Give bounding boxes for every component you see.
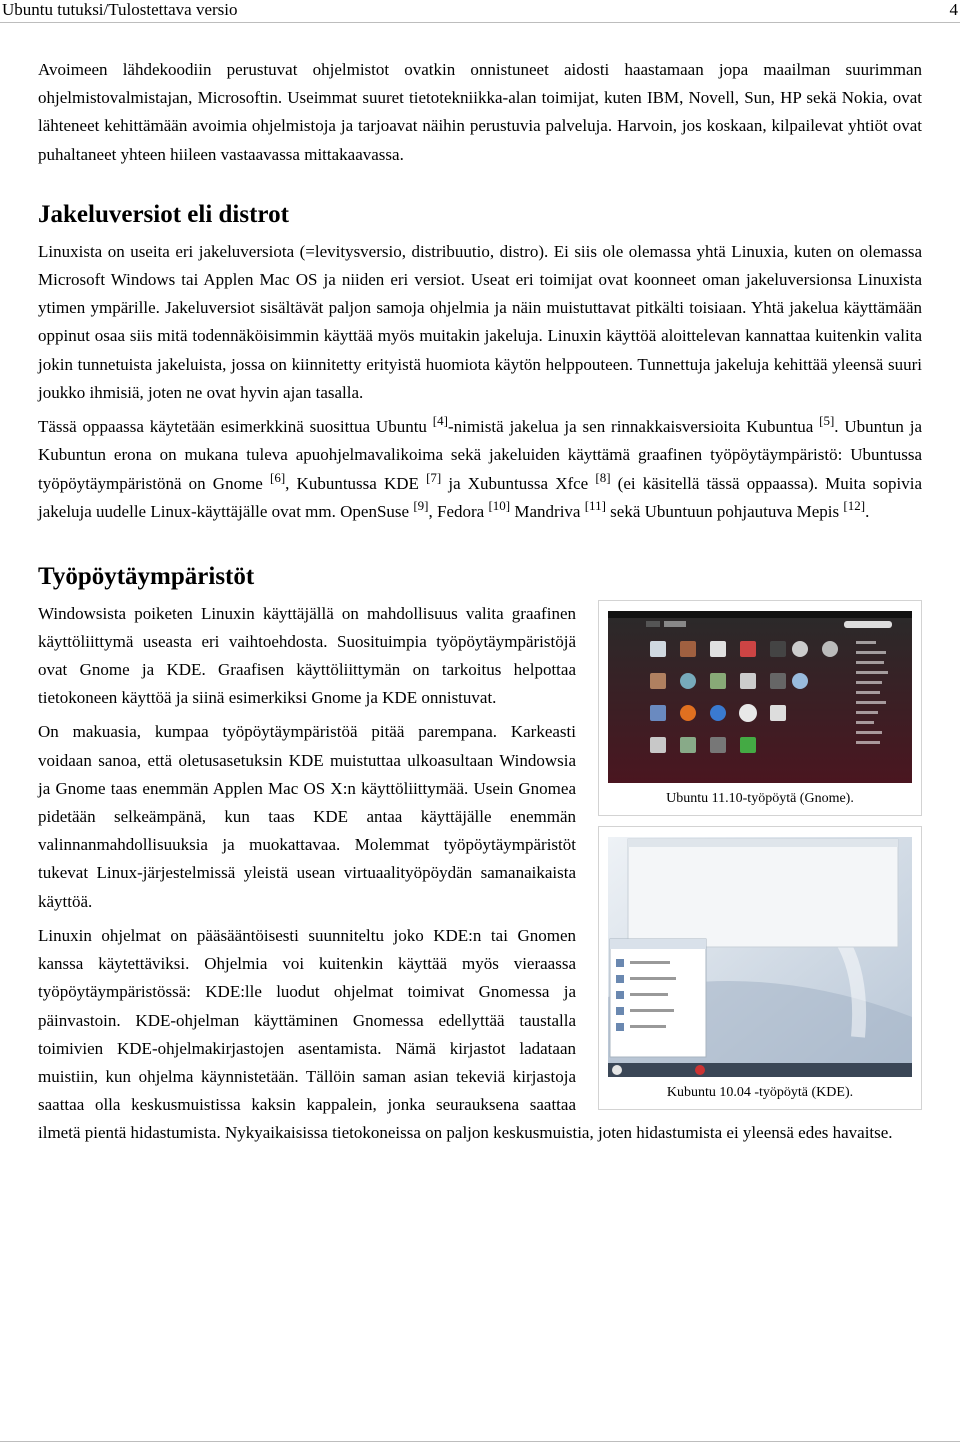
- desktop-paragraph-3: Linuxin ohjelmat on pääsääntöisesti suunniteltu joko KDE:n tai Gnomen kanssa käytettäviksi. Ohjelmia voi kuitenkin käyttää myös vieraassa työpöytäympäristössä: KDE:lle luodut ohjelmat toimivat Gnomessa ja päinvastoin. KDE-ohjelman käyttäminen Gnomessa edellyttää taustalla toimivien KDE-ohjelmakirjastojen asentamista. Nämä kirjastot ladataan muistiin, kun ohjelma käynnistetään. Tällöin saman asian tekeviä kirjastoja saattaa olla keskusmuistissa kaksin kappalein, jonka seurauksena saattaa ilmetä pientä hidastumista. Nykyaikaisissa tietokoneissa on paljon keskusmuistia, joten hidastumista ei yleensä edes havaitse.: [38, 925, 893, 1143]
- text-run: (ei käsitellä tässä oppaassa). Muita sopivia jakeluja uudelle Linux-käyttäjälle ovat mm. OpenSuse: [38, 473, 922, 522]
- page-footer-rule: [0, 1441, 960, 1442]
- text-run: -nimistä jakelua ja sen rinnakkaisversioita Kubuntua: [447, 417, 820, 437]
- ref-link-8[interactable]: [8]: [595, 469, 611, 485]
- gnome-screenshot-thumbnail[interactable]: [608, 611, 912, 783]
- text-run: Mandriva: [510, 502, 585, 522]
- section-heading-distros: Jakeluversiot eli distrot: [38, 200, 289, 228]
- ref-link-12[interactable]: [12]: [843, 498, 866, 514]
- ref-link-9[interactable]: [9]: [413, 498, 429, 514]
- text-run: , Kubuntussa KDE: [285, 473, 427, 493]
- distro-paragraph-2: [38, 413, 922, 527]
- figure-gnome: [598, 600, 922, 816]
- article-content: [38, 56, 922, 1148]
- ref-link-4[interactable]: [4]: [432, 413, 448, 429]
- desktop-section: [38, 600, 922, 1148]
- figure-kde: [598, 826, 922, 1110]
- page-header: [0, 0, 960, 23]
- intro-paragraph: Avoimeen lähdekoodiin perustuvat ohjelmistot ovatkin onnistuneet aidosti haastamaan jopa maailman suurimman ohjelmistovalmistajan, Microsoftin. Useimmat suuret tietotekniikka-alan toimijat, kuten IBM, Novell, Sun, HP sekä Nokia, ovat lähteneet kehittämään avoimia ohjelmistoja ja tarjoavat näihin perustuvia palveluja. Harvoin, jos koskaan, kilpailevat yhtiöt ovat puhaltaneet yhteen hiileen vastaavassa mittakaavassa.: [38, 60, 922, 164]
- text-run: .: [865, 502, 870, 522]
- ref-link-11[interactable]: [11]: [584, 498, 606, 514]
- ref-link-10[interactable]: [10]: [488, 498, 511, 514]
- text-run: Tässä oppaassa käytetään esimerkkinä suosittua Ubuntu: [38, 417, 433, 437]
- kde-screenshot-thumbnail[interactable]: [608, 837, 912, 1077]
- text-run: , Fedora: [428, 502, 489, 522]
- text-run: . Ubuntun ja Kubuntun erona on mukana tuleva apuohjelmavalikoima sekä jakeluiden käyttämä graafinen työpöytäympäristö: Ubuntussa työpöytäympäristönä on Gnome: [38, 417, 922, 493]
- gnome-desktop-image: [608, 611, 912, 783]
- figure-column: [598, 600, 922, 1110]
- page-number: 4: [949, 0, 958, 19]
- figure-caption-kde: Kubuntu 10.04 -työpöytä (KDE).: [666, 1084, 854, 1100]
- distro-paragraph-1: Linuxista on useita eri jakeluversiota (=levitysversio, distribuutio, distro). Ei siis ole olemassa yhtä Linuxia, kuten on olemassa Microsoft Windows tai Applen Mac OS ja niiden eri versiot. Useat eri toimijat ovat koonneet oman jakeluversionsa Linuxista ytimen ympärille. Jakeluversiot sisältävät paljon samoja ohjelmia ja näin muistuttavat pitkälti toisiaan. Yhtä jakelua käyttämään oppinut osaa siis mitä todennäköisimmin käyttää myös muitakin jakeluja. Linuxin käyttöä aloittelevan kannattaa kuitenkin valita jokin tunnetuista jakeluista, jossa on kiinnitetty erityistä huomiota käytön helppouteen. Tunnettuja jakeluja kehittää yleensä suuri joukko ihmisiä, joten ne ovat hyvin ajan tasalla.: [38, 241, 922, 402]
- section-heading-desktops: Työpöytäympäristöt: [38, 562, 255, 590]
- desktop-paragraph-1: Windowsista poiketen Linuxin käyttäjällä on mahdollisuus valita graafinen käyttöliittymä useasta eri vaihtoehdosta. Suosituimpia työpöytäympäristöjä ovat Gnome ja KDE. Graafisen käyttöliittymän on tarkoitus helpottaa tietokoneen käyttöä ja siinä esimerkiksi Gnome ja KDE onnistuvat.: [38, 603, 576, 708]
- kde-desktop-image: [608, 837, 912, 1077]
- desktop-paragraph-2: On makuasia, kumpaa työpöytäympäristöä pitää parempana. Karkeasti voidaan sanoa, että oletusasetuksin KDE muistuttaa ulkoasultaan Windowsia ja Gnome taas enemmän Applen Mac OS X:n käyttöliittymää. Usein Gnomea pidetään selkeämpänä, kun taas KDE antaa käyttäjälle enemmän valinnanmahdollisuuksia ja muokattavaa. Molemmat työpöytäympäristöt tukevat Linux-järjestelmissä yleistä usean virtuaalityöpöydän samanaikaista käyttöä.: [38, 722, 576, 911]
- ref-link-7[interactable]: [7]: [426, 469, 442, 485]
- ref-link-6[interactable]: [6]: [270, 469, 286, 485]
- text-run: sekä Ubuntuun pohjautuva Mepis: [605, 502, 844, 522]
- text-run: ja Xubuntussa Xfce: [441, 473, 596, 493]
- figure-caption-gnome: Ubuntu 11.10-työpöytä (Gnome).: [666, 790, 854, 806]
- ref-link-5[interactable]: [5]: [819, 413, 835, 429]
- header-title: Ubuntu tutuksi/Tulostettava versio: [2, 0, 238, 19]
